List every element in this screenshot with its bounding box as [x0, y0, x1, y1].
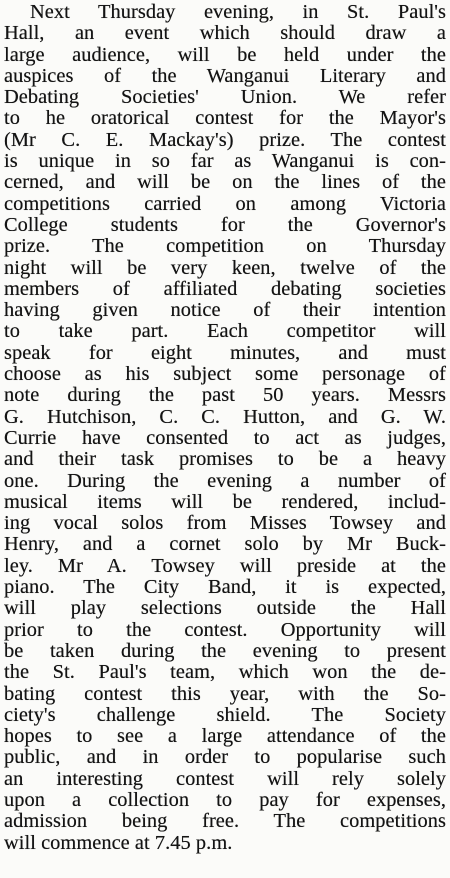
- article-line: prize. The competition on Thursday: [4, 235, 446, 258]
- article-line: bating contest this year, with the So-: [4, 682, 446, 705]
- article-line: auspices of the Wanganui Literary and: [4, 64, 446, 87]
- article-line: speak for eight minutes, and must: [4, 341, 446, 364]
- article-line: to he oratorical contest for the Mayor's: [4, 107, 446, 130]
- article-line: night will be very keen, twelve of the: [4, 256, 446, 279]
- article-line: note during the past 50 years. Messrs: [4, 384, 446, 407]
- article-line: (Mr C. E. Mackay's) prize. The contest: [4, 128, 446, 151]
- article-line: ciety's challenge shield. The Society: [4, 703, 446, 726]
- article-line: Next Thursday evening, in St. Paul's: [30, 1, 446, 23]
- article-line: G. Hutchison, C. C. Hutton, and G. W.: [4, 405, 446, 428]
- article-line: is unique in so far as Wanganui is con-: [4, 150, 446, 173]
- article-line: and their task promises to be a heavy: [4, 448, 446, 471]
- article-line: to take part. Each competitor will: [4, 320, 446, 343]
- article-line: prior to the contest. Opportunity will: [4, 618, 446, 641]
- article-line: the St. Paul's team, which won the de-: [4, 661, 446, 684]
- article-line: Currie have consented to act as judges,: [4, 426, 446, 449]
- article-line: ley. Mr A. Towsey will preside at the: [4, 554, 446, 577]
- article-line: will play selections outside the Hall: [4, 597, 446, 620]
- article-line: musical items will be rendered, includ-: [4, 490, 446, 513]
- article-line: cerned, and will be on the lines of the: [4, 171, 446, 194]
- article-line: College students for the Governor's: [4, 213, 446, 236]
- article-line: be taken during the evening to present: [4, 639, 446, 662]
- article-line: large audience, will be held under the: [4, 43, 446, 66]
- article-line: ing vocal solos from Misses Towsey and: [4, 512, 446, 535]
- article-line: Hall, an event which should draw a: [4, 22, 446, 45]
- article-line: Debating Societies' Union. We refer: [4, 86, 446, 109]
- article-line: members of affiliated debating societies: [4, 277, 446, 300]
- article-line: choose as his subject some personage of: [4, 363, 446, 386]
- article-line: piano. The City Band, it is expected,: [4, 576, 446, 599]
- article-line: an interesting contest will rely solely: [4, 767, 446, 790]
- article-line: will commence at 7.45 p.m.: [4, 831, 233, 854]
- article-line: having given notice of their intention: [4, 299, 446, 322]
- article-line: public, and in order to popularise such: [4, 746, 446, 769]
- article-line: one. During the evening a number of: [4, 469, 446, 492]
- article-line: Henry, and a cornet solo by Mr Buck-: [4, 533, 446, 556]
- article-line: upon a collection to pay for expenses,: [4, 788, 446, 811]
- article-line: competitions carried on among Victoria: [4, 192, 446, 215]
- article-line: admission being free. The competitions: [4, 810, 446, 833]
- article-line: hopes to see a large attendance of the: [4, 725, 446, 748]
